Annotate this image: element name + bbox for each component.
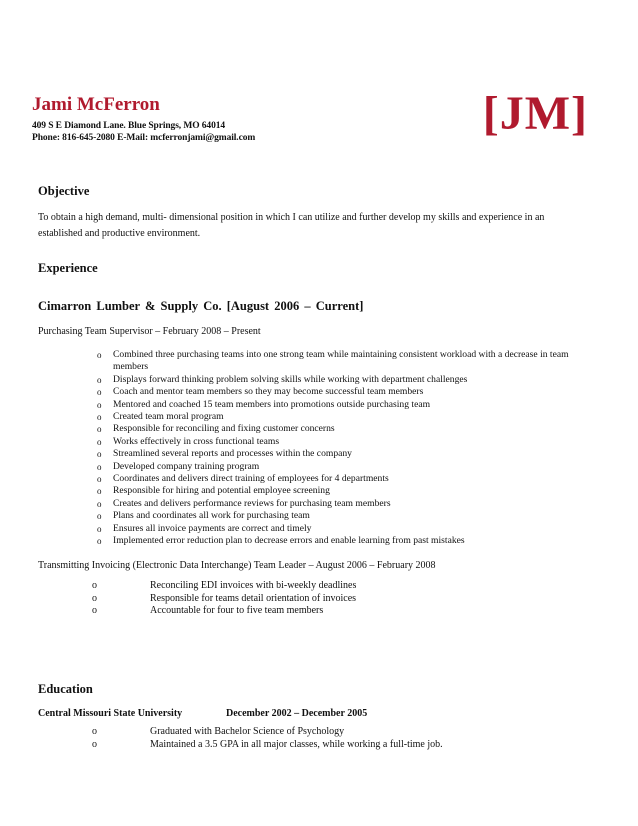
monogram-logo: [JM]: [482, 87, 588, 140]
objective-text: To obtain a high demand, multi- dimensional position in which I can utilize and further develop my skills and experience in an established and productive environment.: [38, 212, 545, 239]
bullet-text: Coordinates and delivers direct training of employees for 4 departments: [113, 473, 389, 485]
bullet-marker: o: [92, 605, 97, 616]
contact-phone-email: Phone: 816-645-2080 E-Mail: mcferronjami@gmail.com: [32, 133, 256, 143]
school-name: Central Missouri State University: [38, 708, 183, 719]
role2-title: Transmitting Invoicing (Electronic Data Interchange) Team Leader – August 2006 – February 2008: [38, 560, 436, 571]
role1-bullet-item: [97, 497, 591, 510]
bullet-marker: o: [97, 523, 102, 534]
bullet-marker: o: [97, 511, 102, 522]
education-row: [38, 708, 458, 719]
education-bullets: [92, 726, 512, 756]
bullet-marker: o: [92, 739, 97, 750]
role1-bullet-item: [97, 398, 591, 411]
role1-bullet-item: [97, 411, 591, 423]
role1-bullet-item: [97, 386, 591, 398]
bullet-text: Plans and coordinates all work for purchasing team: [113, 510, 310, 522]
role1-bullet-item: [97, 535, 591, 547]
bullet-text: Reconciling EDI invoices with bi-weekly deadlines: [150, 580, 357, 591]
bullet-text: Maintained a 3.5 GPA in all major classes, while working a full-time job.: [150, 739, 443, 750]
bullet-text: Mentored and coached 15 team members into promotions outside purchasing team: [113, 398, 431, 410]
bullet-marker: o: [97, 350, 102, 360]
bullet-marker: o: [97, 449, 102, 460]
bullet-marker: o: [97, 498, 102, 509]
role1-bullet-item: [97, 448, 591, 460]
role1-bullet-item: [97, 435, 591, 448]
bullet-text: Responsible for reconciling and fixing customer concerns: [113, 423, 335, 435]
bullet-marker: o: [97, 412, 102, 423]
role1-bullet-item: [97, 510, 591, 522]
bullet-text: Streamlined several reports and processes within the company: [113, 448, 352, 460]
bullet-marker: o: [97, 486, 102, 497]
role1-bullet-item: [97, 473, 591, 485]
bullet-marker: o: [97, 436, 102, 447]
bullet-text: Developed company training program: [113, 460, 260, 472]
bullet-marker: o: [97, 536, 102, 547]
bullet-marker: o: [97, 374, 102, 385]
company-name: Cimarron Lumber & Supply Co. [August 2006 – Current]: [38, 299, 364, 313]
role1-bullet-item: [97, 460, 591, 473]
candidate-name: Jami McFerron: [32, 94, 160, 115]
bullet-marker: o: [97, 461, 102, 472]
bullet-text: Combined three purchasing teams into one strong team while maintaining consistent workload with a decrease in team members: [113, 349, 569, 373]
role2-bullets: [92, 580, 492, 620]
bullet-marker: o: [92, 592, 97, 604]
bullet-text: Ensures all invoice payments are correct and timely: [113, 522, 312, 534]
experience-heading: Experience: [38, 261, 98, 275]
role1-bullet-item: [97, 485, 591, 497]
education-heading: Education: [38, 682, 93, 696]
bullet-text: Implemented error reduction plan to decrease errors and enable learning from past mistakes: [113, 535, 465, 547]
role1-bullet-item: [97, 349, 591, 374]
bullet-marker: o: [97, 387, 102, 398]
bullet-text: Creates and delivers performance reviews for purchasing team members: [113, 497, 391, 509]
bullet-marker: o: [97, 474, 102, 485]
role1-bullets: [97, 349, 591, 548]
role1-bullet-item: [97, 522, 591, 535]
bullet-text: Created team moral program: [113, 411, 224, 423]
education-dates: December 2002 – December 2005: [226, 708, 368, 719]
bullet-text: Responsible for teams detail orientation of invoices: [150, 592, 357, 604]
bullet-text: Displays forward thinking problem solving skills while working with department challenges: [113, 373, 468, 385]
bullet-text: Graduated with Bachelor Science of Psychology: [150, 726, 345, 737]
bullet-marker: o: [97, 424, 102, 435]
bullet-text: Works effectively in cross functional teams: [113, 435, 280, 447]
objective-heading: Objective: [38, 184, 90, 198]
role1-bullet-item: [97, 373, 591, 386]
bullet-marker: o: [92, 726, 97, 737]
role1-bullet-item: [97, 423, 591, 435]
bullet-text: Responsible for hiring and potential employee screening: [113, 485, 330, 497]
bullet-marker: o: [97, 399, 102, 410]
role1-title: Purchasing Team Supervisor – February 2008 – Present: [38, 326, 261, 337]
bullet-marker: o: [92, 580, 97, 591]
bullet-text: Coach and mentor team members so they may become successful team members: [113, 386, 424, 398]
bullet-text: Accountable for four to five team members: [150, 605, 324, 616]
contact-address: 409 S E Diamond Lane. Blue Springs, MO 64014: [32, 121, 226, 131]
